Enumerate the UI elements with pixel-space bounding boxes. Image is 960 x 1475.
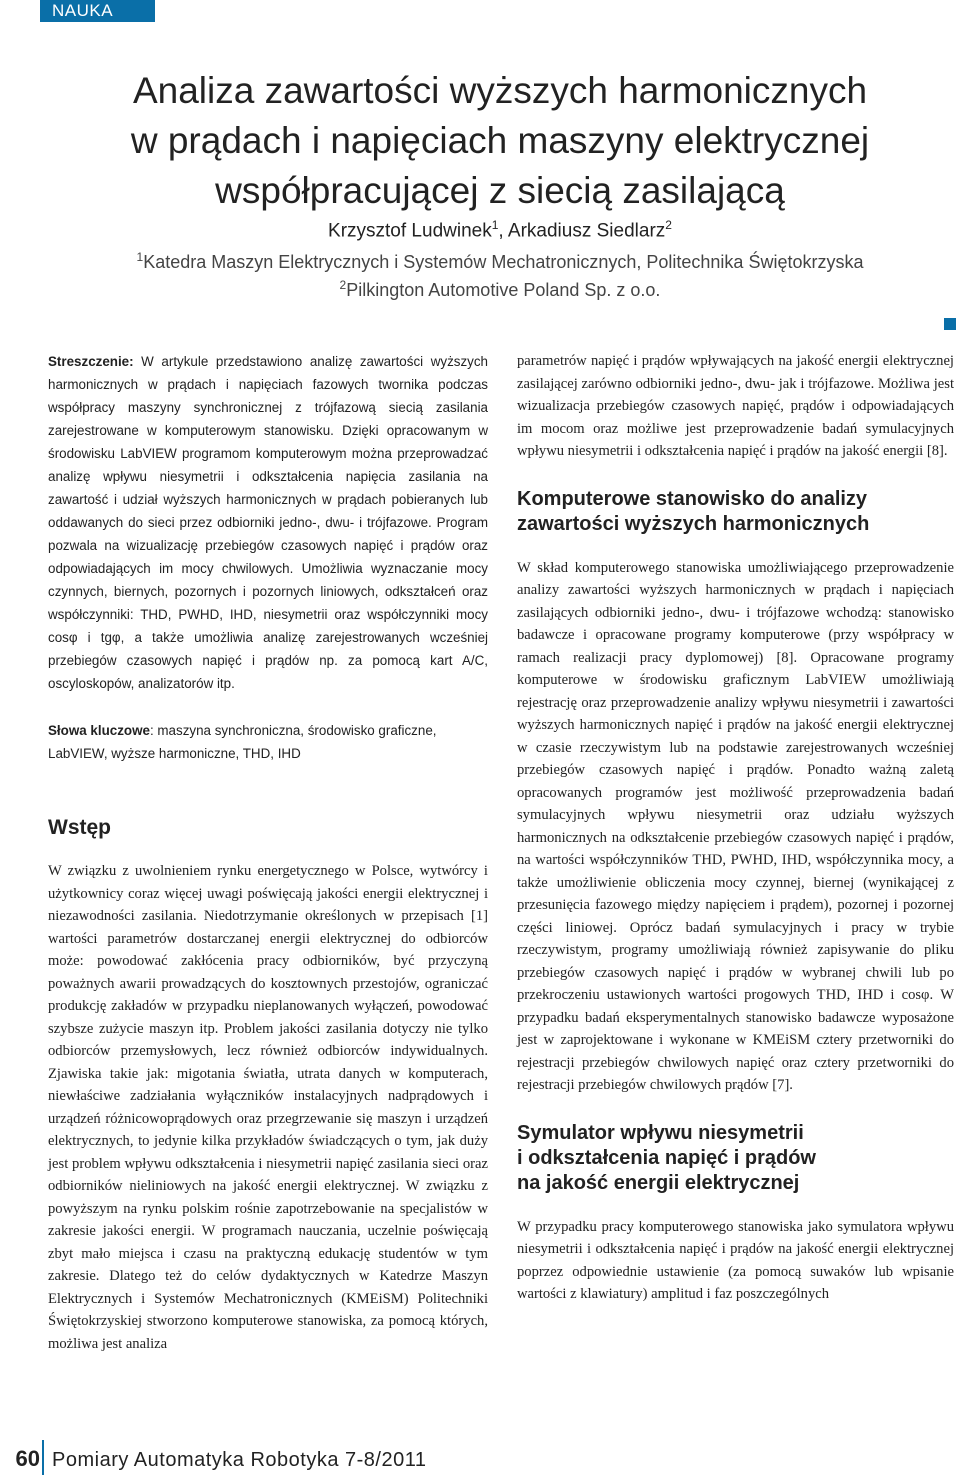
affiliation-2 xyxy=(60,272,940,303)
heading-line: i odkształcenia napięć i prądów xyxy=(517,1146,816,1169)
keywords xyxy=(48,719,488,765)
journal-name: Pomiary Automatyka Robotyka 7-8/2011 xyxy=(52,1449,427,1471)
heading-station xyxy=(517,487,954,537)
section-tag: NAUKA xyxy=(40,0,155,22)
keywords-label: Słowa kluczowe xyxy=(48,723,150,738)
section-marker-square xyxy=(944,318,956,330)
keywords-text: : maszyna synchroniczna, środowisko graficzne, LabVIEW, wyższe harmoniczne, THD, IHD xyxy=(48,723,437,761)
page-number: 60 xyxy=(15,1446,40,1471)
abstract xyxy=(48,350,488,695)
intro-continuation: parametrów napięć i prądów wpływających na jakość energii elektrycznej zasilającej zarówno odbiorniki jedno-, dwu- jak i trójfazowe. Możliwa jest wizualizacja przebiegów czasowych napięć, prądów i odpowiadających im mocom oraz możliwe jest przeprowadzenie badań symulacyjnych wpływu niesymetrii i odkształcenia napięć i prądów na jakość energii [8]. xyxy=(517,353,954,459)
heading-simulator xyxy=(517,1121,954,1196)
simulator-paragraph: W przypadku pracy komputerowego stanowiska jako symulatora wpływu niesymetrii i odkształcenia napięć i prądów na jakość energii elektrycznej poprzez odpowiednie ustawienie (za pomocą suwaków lub wpisanie wartości z klawiatury) amplitud i faz poszczególnych xyxy=(517,1218,954,1302)
author-sup: 2 xyxy=(665,218,672,232)
affiliation-text: Katedra Maszyn Elektrycznych i Systemów Mechatronicznych, Politechnika Świętokrzyska xyxy=(143,252,864,272)
right-column xyxy=(517,350,954,1306)
affiliation-sup: 2 xyxy=(339,278,347,292)
article-title xyxy=(60,66,940,216)
footer-divider xyxy=(42,1440,44,1475)
station-paragraph: W skład komputerowego stanowiska umożliwiającego przeprowadzenie analizy zawartości wyższych harmonicznych w prądach i napięciach zasilających odbiorniki jedno-, dwu- i trójfazowe wchodzą: stanowisko badawcze i opracowane programy komputerowe (przy współpracy w ramach realizacji pracy dyplomowej) [8]. Opracowane programy komputerowe w środowisku graficznym LabVIEW umożliwiają rejestrację oraz przeprowadzenie analizy wpływu niesymetrii i zawartości wyższych harmonicznych napięć i prądów na jakość energii elektrycznej w czasie rzeczywistym lub na podstawie zarejestrowanych wcześniej przebiegów czasowych napięć i prądów. Ponadto ważną zaletą opracowanych programów jest możliwość przeprowadzenia badań symulacyjnych wpływu niesymetrii oraz udziału wyższych harmonicznych na odkształcenie przebiegów czasowych napięć i prądów, na wartości współczynników THD, PWHD, IHD, współczynnika mocy, a także umożliwienie obliczenia mocy czynnej, biernej (wynikającej z przesunięcia fazowego między napięciem i prądem), pozornej i pozornej części liniowej. Oprócz badań symulacyjnych i pracy w trybie rzeczywistym, programy umożliwiają również zapisywanie do pliku przebiegów czasowych napięć i prądów w wybranej chwili lub po przekroczeniu ustawionych wartości progowych THD, IHD i cosφ. W przypadku badań eksperymentalnych stanowisko badawcze wyposażone jest w zaprojektowane i wykonane w KMEiSM cztery przetworniki do rejestracji przebiegów chwilowych napięć oraz cztery przetworniki do rejestracji przebiegów chwilowych prądów [7]. xyxy=(517,559,954,1093)
author-separator: , xyxy=(498,220,508,242)
heading-line: Symulator wpływu niesymetrii xyxy=(517,1121,804,1144)
heading-line: zawartości wyższych harmonicznych xyxy=(517,512,870,535)
authors xyxy=(60,212,940,244)
left-column xyxy=(48,350,488,1355)
author-name: Krzysztof Ludwinek xyxy=(328,220,492,242)
title-line: w prądach i napięciach maszyny elektrycznej xyxy=(130,120,870,161)
heading-line: Komputerowe stanowisko do analizy xyxy=(517,487,868,510)
heading-intro: Wstęp xyxy=(48,816,111,839)
affiliation-1 xyxy=(60,244,940,275)
abstract-label: Streszczenie: xyxy=(48,354,134,369)
abstract-text: W artykule przedstawiono analizę zawartości wyższych harmonicznych w prądach i napięciach fazowych twornika podczas współpracy maszyny synchronicznej z trójfazową siecią zasilania zarejestrowane w komputerowym stanowisku. Dzięki opracowanym w środowisku LabVIEW programom komputerowym można przeprowadzać analizę wpływu niesymetrii i odkształcenia napięcia zasilania na zawartość i udział wyższych harmonicznych w prądach pobieranych lub oddawanych do sieci przez odbiorniki jedno-, dwu- i trójfazowe. Program pozwala na wizualizację przebiegów czasowych napięć i prądów oraz odpowiadających im mocy chwilowych. Umożliwia wyznaczanie mocy czynnych, biernych, pozornych i pozornych liniowych, odkształceń oraz współczynniki: THD, PWHD, IHD, niesymetrii oraz współczynniki mocy cosφ i tgφ, a także umożliwia analizę zarejestrowanych wcześniej przebiegów czasowych napięć i prądów np. za pomocą kart A/C, oscyloskopów, analizatorów itp. xyxy=(48,354,488,691)
heading-line: na jakość energii elektrycznej xyxy=(517,1171,800,1194)
author-name: Arkadiusz Siedlarz xyxy=(507,220,666,242)
author-sup: 1 xyxy=(491,218,499,232)
intro-paragraph: W związku z uwolnieniem rynku energetycznego w Polsce, wytwórcy i użytkownicy coraz więcej uwagi poświęcają jakości energii elektrycznej i niezawodności zasilania. Niedotrzymanie określonych w przepisach [1] wartości parametrów dostarczanej energii elektrycznej do odbiorców może: powodować zakłócenia pracy odbiorników, być przyczyną poważnych awarii prowadzących do kosztownych przestojów, ograniczać produkcję zakładów w przypadku nieplanowanych wyłączeń, powodować szybsze zużycie maszyn itp. Problem jakości zasilania dotyczy nie tylko odbiorców przemysłowych, lecz również odbiorców indywidualnych. Zjawiska takie jak: migotania światła, utrata danych w komputerach, niewłaściwe zadziałania wyłączników instalacyjnych nadprądowych i urządzeń różnicowoprądowych oraz przegrzewanie się maszyn i urządzeń elektrycznych, to jedynie kilka przykładów świadczących o tym, jak duży jest problem wpływu odkształcenia i niesymetrii napięć zasilania sieci oraz odbiorników nieliniowych na jakość energii elektrycznej. W związku z powyższym na rynku polskim rośnie zapotrzebowanie na specjalistów w zakresie jakości energii. W programach nauczania, uczelnie poświęcają zbyt mało miejsca i czasu na praktyczną edukację studentów w tym zakresie. Dlatego też do celów dydaktycznych w Katedrze Maszyn Elektrycznych i Systemów Mechatronicznych (KMEiSM) Politechniki Świętokrzyskiej stworzono komputerowe stanowiska, za pomocą których, możliwa jest analiza xyxy=(48,863,488,1352)
title-line: Analiza zawartości wyższych harmonicznych xyxy=(132,70,868,111)
affiliation-sup: 1 xyxy=(136,250,144,264)
title-line: współpracującej z siecią zasilającą xyxy=(215,170,785,211)
affiliation-text: Pilkington Automotive Poland Sp. z o.o. xyxy=(346,280,661,300)
